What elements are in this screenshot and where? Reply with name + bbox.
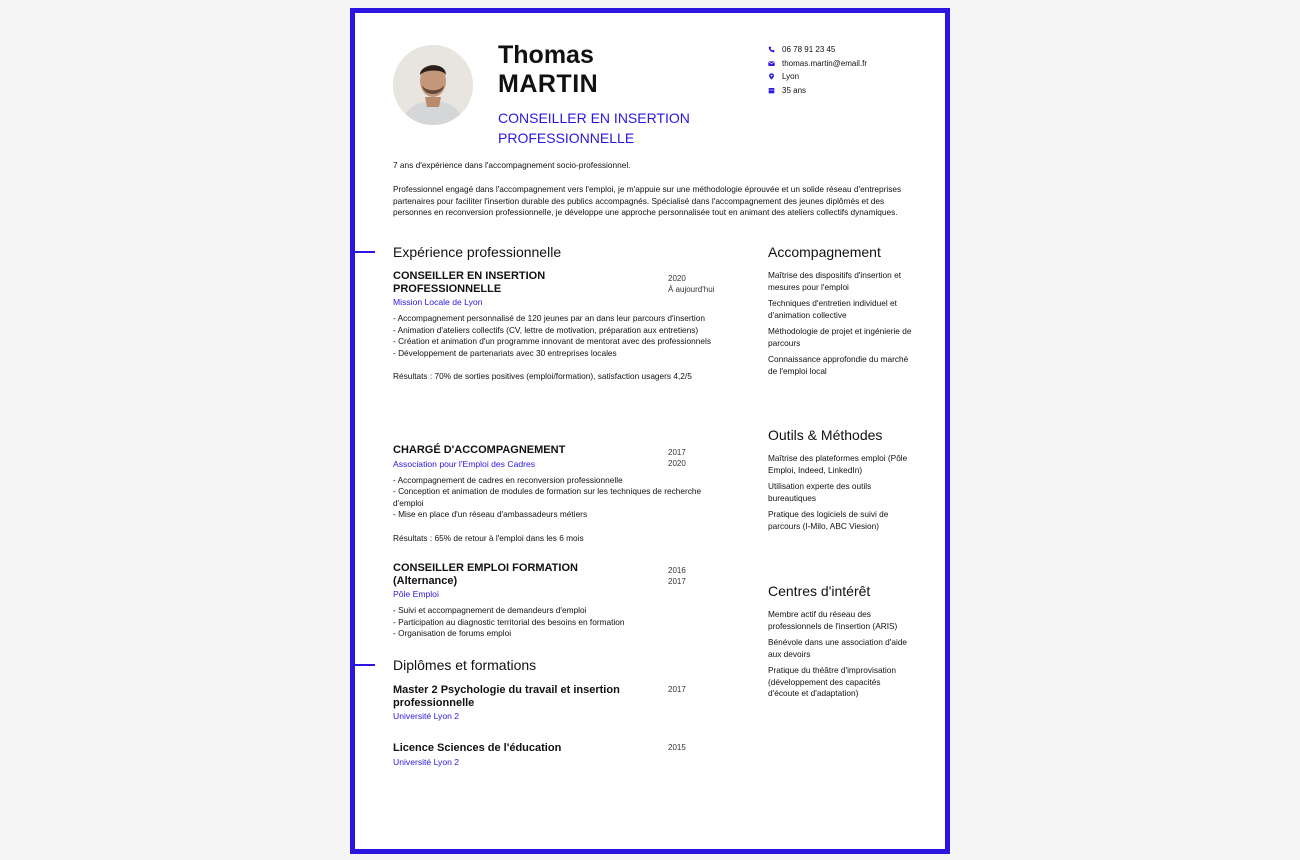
bullet: - Développement de partenariats avec 30 entreprises locales — [393, 347, 617, 358]
sidebar-outils — [768, 426, 913, 537]
last-name: MARTIN — [498, 70, 599, 98]
contact-age — [768, 84, 867, 98]
education-org: Université Lyon 2 — [393, 711, 460, 721]
contact-email — [768, 57, 867, 71]
experience-item — [393, 562, 733, 640]
experience-date — [668, 273, 714, 295]
contact-city — [768, 70, 867, 84]
bullet: - Participation au diagnostic territorial des besoins en formation — [393, 616, 625, 627]
email-text: thomas.martin@email.fr — [782, 58, 868, 68]
sidebar-item: Membre actif du réseau des professionnels de l'insertion (ARIS) — [768, 609, 898, 631]
sidebar-item: Pratique du théâtre d'improvisation (développement des capacités d'écoute et d'adaptation) — [768, 665, 896, 698]
experience-title: CONSEILLER EMPLOI FORMATION (Alternance) — [393, 562, 578, 587]
experience-item — [393, 270, 733, 383]
sidebar-item: Pratique des logiciels de suivi de parcours (I-Milo, ABC Viesion) — [768, 509, 889, 531]
date-start: 2017 — [668, 448, 686, 457]
date-start: 2016 — [668, 566, 686, 575]
bullet: - Création et animation d'un programme innovant de mentorat avec des professionnels — [393, 336, 711, 346]
phone-icon — [768, 46, 782, 53]
calendar-icon — [768, 87, 782, 94]
bullet: - Accompagnement personnalisé de 120 jeunes par an dans leur parcours d'insertion — [393, 313, 705, 323]
section-marker-line — [355, 664, 375, 666]
sidebar-accompagnement — [768, 243, 913, 382]
sidebar-section-title: Accompagnement — [768, 244, 881, 260]
experience-item — [393, 444, 733, 544]
sidebar-item: Bénévole dans une association d'aide aux devoirs — [768, 637, 908, 659]
experience-org: Pôle Emploi — [393, 589, 439, 599]
contact-block — [768, 43, 867, 97]
sidebar-section-title: Outils & Méthodes — [768, 427, 883, 443]
experience-bullets — [393, 475, 733, 521]
education-item — [393, 742, 693, 768]
date-start: 2020 — [668, 274, 686, 283]
sidebar-interets — [768, 582, 913, 705]
experience-result: Résultats : 65% de retour à l'emploi dans les 6 mois — [393, 532, 584, 543]
education-date: 2017 — [668, 685, 686, 694]
city-text: Lyon — [782, 72, 800, 82]
bullet: - Animation d'ateliers collectifs (CV, lettre de motivation, préparation aux entretiens) — [393, 324, 699, 335]
bullet: - Mise en place d'un réseau d'ambassadeurs métiers — [393, 509, 588, 519]
sidebar-item: Méthodologie de projet et ingénierie de parcours — [768, 326, 912, 348]
sidebar-item: Maîtrise des dispositifs d'insertion et mesures pour l'emploi — [768, 270, 902, 292]
age-text: 35 ans — [782, 85, 807, 95]
experience-section-title: Expérience professionnelle — [393, 244, 562, 260]
sidebar-item: Utilisation experte des outils bureautiques — [768, 481, 872, 503]
experience-bullets — [393, 313, 733, 359]
bullet: - Suivi et accompagnement de demandeurs d'emploi — [393, 605, 587, 615]
resume-page — [350, 8, 950, 854]
job-title: CONSEILLER EN INSERTION PROFESSIONNELLE — [498, 110, 690, 146]
experience-title: CHARGÉ D'ACCOMPAGNEMENT — [393, 444, 566, 456]
education-item — [393, 684, 693, 722]
date-end: 2017 — [668, 577, 686, 586]
sidebar-item: Connaissance approfondie du marché de l'emploi local — [768, 354, 909, 376]
education-title: Master 2 Psychologie du travail et insertion professionnelle — [393, 684, 620, 709]
education-date: 2015 — [668, 743, 686, 752]
contact-phone — [768, 43, 867, 57]
sidebar-section-title: Centres d'intérêt — [768, 583, 871, 599]
location-icon — [768, 73, 782, 80]
date-end: 2020 — [668, 459, 686, 468]
mail-icon — [768, 60, 782, 67]
first-name: Thomas — [498, 41, 594, 69]
date-end: À aujourd'hui — [668, 285, 715, 294]
education-section-title: Diplômes et formations — [393, 657, 537, 673]
experience-date — [668, 565, 686, 587]
experience-title: CONSEILLER EN INSERTION PROFESSIONNELLE — [393, 270, 546, 295]
summary-paragraph: Professionnel engagé dans l'accompagnement vers l'emploi, je m'appuie sur une méthodologie éprouvée et un solide réseau d'entreprises partenaires pour faciliter l'insertion durable des publics accompagnés. Spécialisé dans l'accompagnement des jeunes diplômés et des personnes en reconversion professionnelle, je développe une approche personnalisée tout en animant des ateliers collectifs dynamiques. — [393, 184, 902, 217]
bullet: - Accompagnement de cadres en reconversion professionnelle — [393, 474, 623, 485]
sidebar-item: Techniques d'entretien individuel et d'animation collective — [768, 298, 897, 320]
sidebar-item: Maîtrise des plateformes emploi (Pôle Emploi, Indeed, LinkedIn) — [768, 453, 908, 475]
bullet: - Organisation de forums emploi — [393, 628, 512, 638]
experience-org: Association pour l'Emploi des Cadres — [393, 458, 536, 469]
section-marker-line — [355, 251, 375, 253]
bullet: - Conception et animation de modules de formation sur les techniques de recherche d'emploi — [393, 486, 702, 508]
experience-org: Mission Locale de Lyon — [393, 297, 483, 307]
phone-text: 06 78 91 23 45 — [782, 45, 836, 55]
experience-bullets — [393, 605, 733, 640]
experience-date — [668, 447, 686, 469]
experience-result: Résultats : 70% de sorties positives (emploi/formation), satisfaction usagers 4,2/5 — [393, 371, 692, 381]
summary-intro: 7 ans d'expérience dans l'accompagnement socio-professionnel. — [393, 160, 631, 170]
profile-photo — [393, 45, 473, 125]
education-title: Licence Sciences de l'éducation — [393, 742, 562, 754]
education-org: Université Lyon 2 — [393, 756, 460, 767]
